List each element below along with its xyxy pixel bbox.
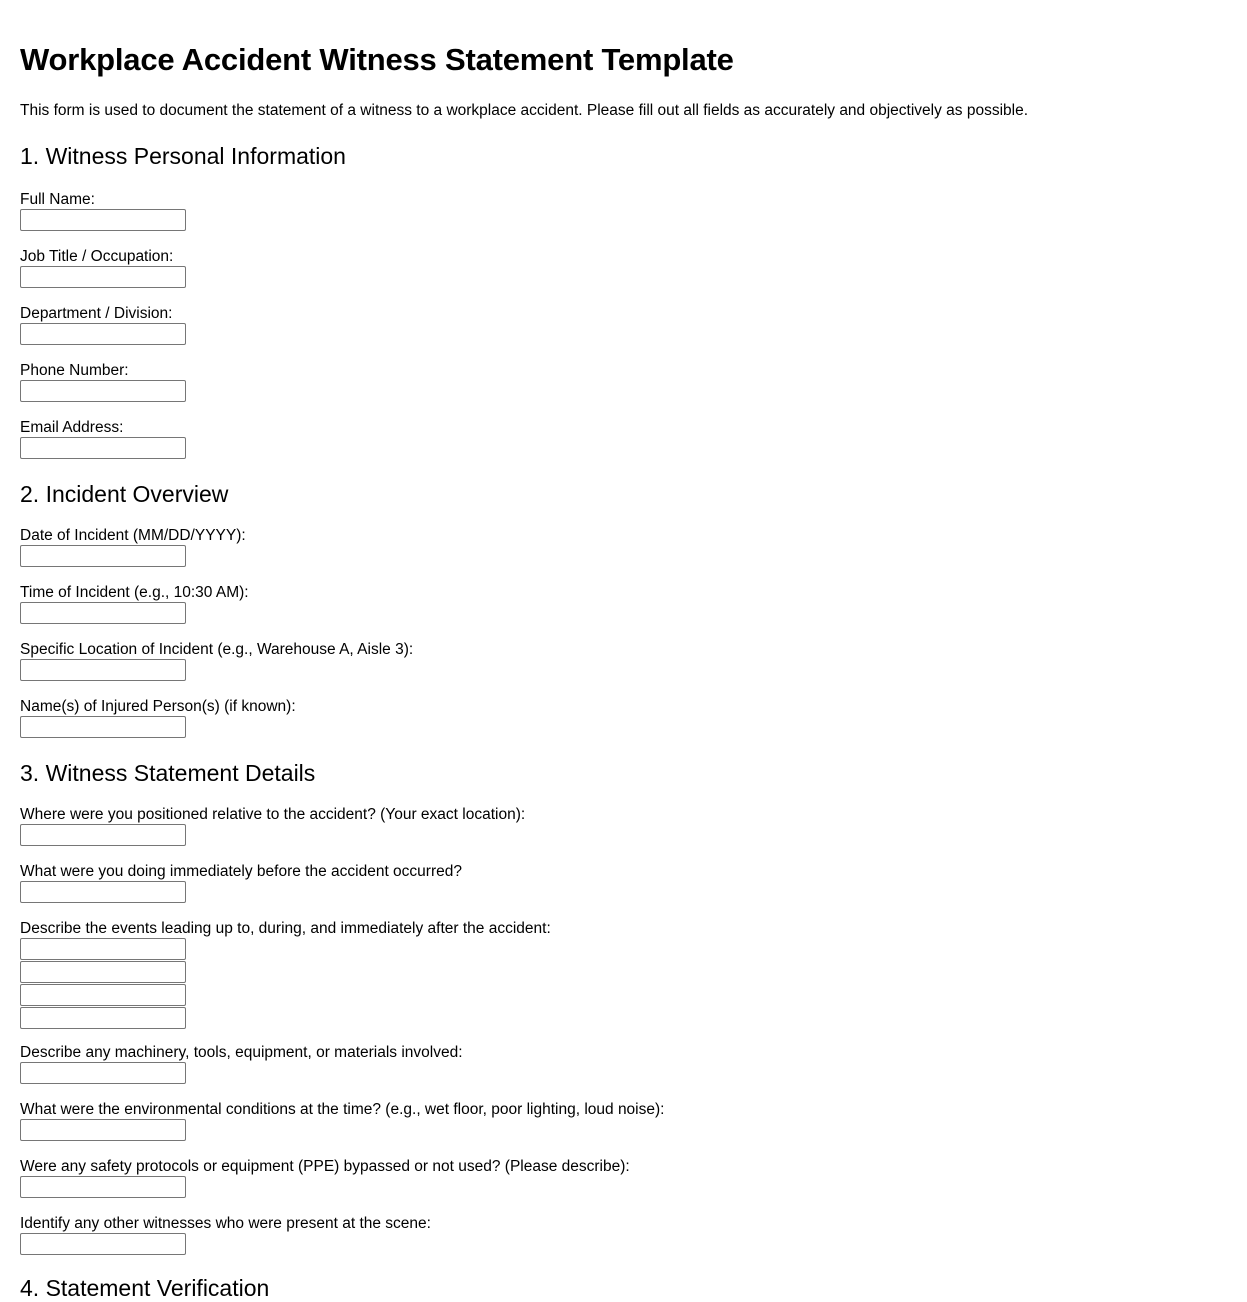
email-field: [20, 419, 1227, 459]
injured-field: [20, 698, 1227, 738]
phone-field: [20, 362, 1227, 402]
full-name-input[interactable]: [20, 209, 186, 231]
job-title-field: [20, 248, 1227, 288]
time-label: Time of Incident (e.g., 10:30 AM):: [20, 584, 249, 601]
machinery-field: [20, 1044, 1227, 1084]
doing-field: [20, 863, 1227, 903]
page-title: Workplace Accident Witness Statement Template: [20, 42, 734, 77]
job-title-input[interactable]: [20, 266, 186, 288]
location-label: Specific Location of Incident (e.g., Warehouse A, Aisle 3):: [20, 641, 414, 658]
section-heading-incident-overview: 2. Incident Overview: [20, 481, 229, 507]
events-label: Describe the events leading up to, during, and immediately after the accident:: [20, 920, 551, 937]
department-label: Department / Division:: [20, 305, 173, 322]
location-field: [20, 641, 1227, 681]
position-field: [20, 806, 1227, 846]
environment-field: [20, 1101, 1227, 1141]
other-witnesses-input[interactable]: [20, 1233, 186, 1255]
email-input[interactable]: [20, 437, 186, 459]
position-label: Where were you positioned relative to the accident? (Your exact location):: [20, 806, 526, 823]
doing-input[interactable]: [20, 881, 186, 903]
date-input[interactable]: [20, 545, 186, 567]
intro-text: This form is used to document the statement of a witness to a workplace accident. Please fill out all fields as accurately and objectively as possible.: [20, 102, 1029, 119]
section-heading-statement-details: 3. Witness Statement Details: [20, 760, 316, 786]
events-input-line[interactable]: [20, 984, 186, 1006]
events-input-line[interactable]: [20, 961, 186, 983]
environment-input[interactable]: [20, 1119, 186, 1141]
email-label: Email Address:: [20, 419, 124, 436]
events-input-line[interactable]: [20, 938, 186, 960]
time-field: [20, 584, 1227, 624]
department-input[interactable]: [20, 323, 186, 345]
position-input[interactable]: [20, 824, 186, 846]
date-label: Date of Incident (MM/DD/YYYY):: [20, 527, 246, 544]
safety-label: Were any safety protocols or equipment (PPE) bypassed or not used? (Please describe):: [20, 1158, 630, 1175]
full-name-field: [20, 191, 1227, 231]
phone-input[interactable]: [20, 380, 186, 402]
section-heading-witness-info: 1. Witness Personal Information: [20, 143, 346, 169]
date-field: [20, 527, 1227, 567]
injured-input[interactable]: [20, 716, 186, 738]
injured-label: Name(s) of Injured Person(s) (if known):: [20, 698, 296, 715]
machinery-label: Describe any machinery, tools, equipment, or materials involved:: [20, 1044, 463, 1061]
other-witnesses-label: Identify any other witnesses who were present at the scene:: [20, 1215, 431, 1232]
full-name-label: Full Name:: [20, 191, 95, 208]
events-input-line[interactable]: [20, 1007, 186, 1029]
other-witnesses-field: [20, 1215, 1227, 1255]
environment-label: What were the environmental conditions at the time? (e.g., wet floor, poor lighting, loud noise):: [20, 1101, 665, 1118]
safety-field: [20, 1158, 1227, 1198]
time-input[interactable]: [20, 602, 186, 624]
doing-label: What were you doing immediately before the accident occurred?: [20, 863, 462, 880]
location-input[interactable]: [20, 659, 186, 681]
events-field: [20, 920, 1227, 1029]
department-field: [20, 305, 1227, 345]
safety-input[interactable]: [20, 1176, 186, 1198]
job-title-label: Job Title / Occupation:: [20, 248, 174, 265]
phone-label: Phone Number:: [20, 362, 129, 379]
machinery-input[interactable]: [20, 1062, 186, 1084]
section-heading-statement-verification: 4. Statement Verification: [20, 1275, 270, 1301]
